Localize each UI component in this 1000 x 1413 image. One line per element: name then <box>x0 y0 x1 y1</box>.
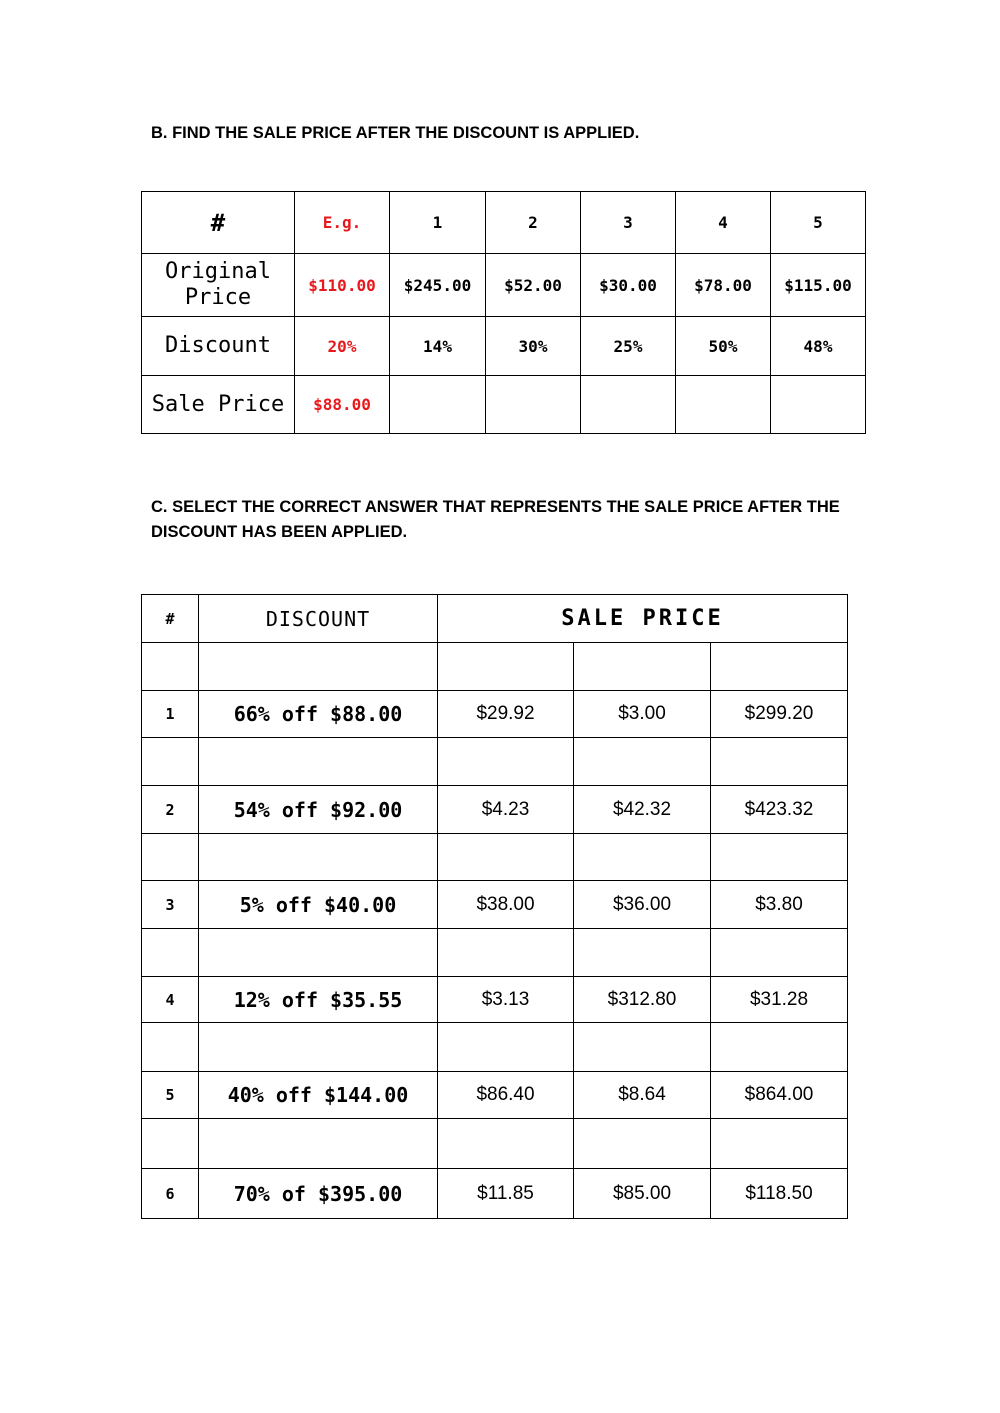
empty-cell <box>711 834 848 881</box>
column-header: 2 <box>486 192 581 254</box>
discount-cell: 25% <box>581 317 676 376</box>
example-sale-price: $88.00 <box>295 376 390 434</box>
sale-price-answer-cell[interactable] <box>390 376 486 434</box>
spacer-row <box>142 1119 848 1169</box>
sale-price-answer-cell[interactable] <box>486 376 581 434</box>
empty-cell <box>711 929 848 977</box>
answer-option[interactable]: $29.92 <box>438 691 574 738</box>
empty-cell <box>199 1023 438 1072</box>
question-row <box>142 1169 848 1219</box>
answer-option[interactable]: $864.00 <box>711 1072 848 1119</box>
answer-option[interactable]: $8.64 <box>574 1072 711 1119</box>
table-header-row <box>142 192 866 254</box>
column-header-example: E.g. <box>295 192 390 254</box>
empty-cell <box>438 1023 574 1072</box>
table-header-row <box>142 595 848 643</box>
sale-price-table <box>141 191 866 434</box>
empty-cell <box>711 643 848 691</box>
empty-cell <box>199 929 438 977</box>
answer-option[interactable]: $11.85 <box>438 1169 574 1219</box>
spacer-row <box>142 643 848 691</box>
header-hash: # <box>142 192 295 254</box>
empty-cell <box>142 643 199 691</box>
column-header: 3 <box>581 192 676 254</box>
empty-cell <box>438 834 574 881</box>
header-discount: DISCOUNT <box>199 595 438 643</box>
answer-option[interactable]: $312.80 <box>574 977 711 1023</box>
empty-cell <box>711 738 848 786</box>
empty-cell <box>574 738 711 786</box>
empty-cell <box>142 1119 199 1169</box>
question-discount: 12% off $35.55 <box>199 977 438 1023</box>
answer-option[interactable]: $86.40 <box>438 1072 574 1119</box>
question-row <box>142 881 848 929</box>
row-label-discount: Discount <box>142 317 295 376</box>
answer-option[interactable]: $3.00 <box>574 691 711 738</box>
empty-cell <box>438 929 574 977</box>
empty-cell <box>199 738 438 786</box>
empty-cell <box>438 1119 574 1169</box>
discount-cell: 48% <box>771 317 866 376</box>
sale-price-answer-cell[interactable] <box>771 376 866 434</box>
question-number: 2 <box>142 786 199 834</box>
question-discount: 5% off $40.00 <box>199 881 438 929</box>
discount-cell: 30% <box>486 317 581 376</box>
empty-cell <box>574 643 711 691</box>
empty-cell <box>142 1023 199 1072</box>
answer-option[interactable]: $42.32 <box>574 786 711 834</box>
column-header: 1 <box>390 192 486 254</box>
original-price-row <box>142 254 866 317</box>
discount-cell: 14% <box>390 317 486 376</box>
question-row <box>142 786 848 834</box>
section-b-heading: B. FIND THE SALE PRICE AFTER THE DISCOUNT IS APPLIED. <box>151 124 640 142</box>
question-row <box>142 1072 848 1119</box>
sale-price-answer-cell[interactable] <box>676 376 771 434</box>
question-number: 4 <box>142 977 199 1023</box>
answer-option[interactable]: $299.20 <box>711 691 848 738</box>
spacer-row <box>142 738 848 786</box>
answer-option[interactable]: $31.28 <box>711 977 848 1023</box>
example-discount: 20% <box>295 317 390 376</box>
answer-option[interactable]: $423.32 <box>711 786 848 834</box>
header-hash: # <box>142 595 199 643</box>
sale-price-row <box>142 376 866 434</box>
question-number: 5 <box>142 1072 199 1119</box>
original-price-cell: $52.00 <box>486 254 581 317</box>
empty-cell <box>438 738 574 786</box>
answer-option[interactable]: $85.00 <box>574 1169 711 1219</box>
header-sale-price: SALE PRICE <box>438 595 848 643</box>
answer-option[interactable]: $38.00 <box>438 881 574 929</box>
question-discount: 54% off $92.00 <box>199 786 438 834</box>
empty-cell <box>199 834 438 881</box>
question-discount: 40% off $144.00 <box>199 1072 438 1119</box>
empty-cell <box>199 643 438 691</box>
sale-price-answer-cell[interactable] <box>581 376 676 434</box>
spacer-row <box>142 834 848 881</box>
section-c-heading: C. SELECT THE CORRECT ANSWER THAT REPRESENTS THE SALE PRICE AFTER THE DISCOUNT HAS BEEN APPLIED. <box>151 498 840 541</box>
empty-cell <box>199 1119 438 1169</box>
discount-row <box>142 317 866 376</box>
question-discount: 66% off $88.00 <box>199 691 438 738</box>
original-price-cell: $78.00 <box>676 254 771 317</box>
empty-cell <box>142 738 199 786</box>
empty-cell <box>711 1119 848 1169</box>
answer-option[interactable]: $3.13 <box>438 977 574 1023</box>
question-number: 1 <box>142 691 199 738</box>
empty-cell <box>438 643 574 691</box>
original-price-cell: $245.00 <box>390 254 486 317</box>
column-header: 4 <box>676 192 771 254</box>
spacer-row <box>142 1023 848 1072</box>
empty-cell <box>574 929 711 977</box>
empty-cell <box>574 1023 711 1072</box>
answer-option[interactable]: $4.23 <box>438 786 574 834</box>
question-number: 3 <box>142 881 199 929</box>
discount-cell: 50% <box>676 317 771 376</box>
row-label-sale-price: Sale Price <box>142 376 295 434</box>
answer-option[interactable]: $3.80 <box>711 881 848 929</box>
question-number: 6 <box>142 1169 199 1219</box>
row-label-original-price: Original Price <box>142 254 295 317</box>
empty-cell <box>711 1023 848 1072</box>
multiple-choice-table <box>141 594 848 1219</box>
empty-cell <box>574 834 711 881</box>
answer-option[interactable]: $118.50 <box>711 1169 848 1219</box>
answer-option[interactable]: $36.00 <box>574 881 711 929</box>
spacer-row <box>142 929 848 977</box>
question-discount: 70% of $395.00 <box>199 1169 438 1219</box>
example-original-price: $110.00 <box>295 254 390 317</box>
empty-cell <box>574 1119 711 1169</box>
original-price-cell: $30.00 <box>581 254 676 317</box>
empty-cell <box>142 929 199 977</box>
original-price-cell: $115.00 <box>771 254 866 317</box>
question-row <box>142 977 848 1023</box>
question-row <box>142 691 848 738</box>
empty-cell <box>142 834 199 881</box>
column-header: 5 <box>771 192 866 254</box>
